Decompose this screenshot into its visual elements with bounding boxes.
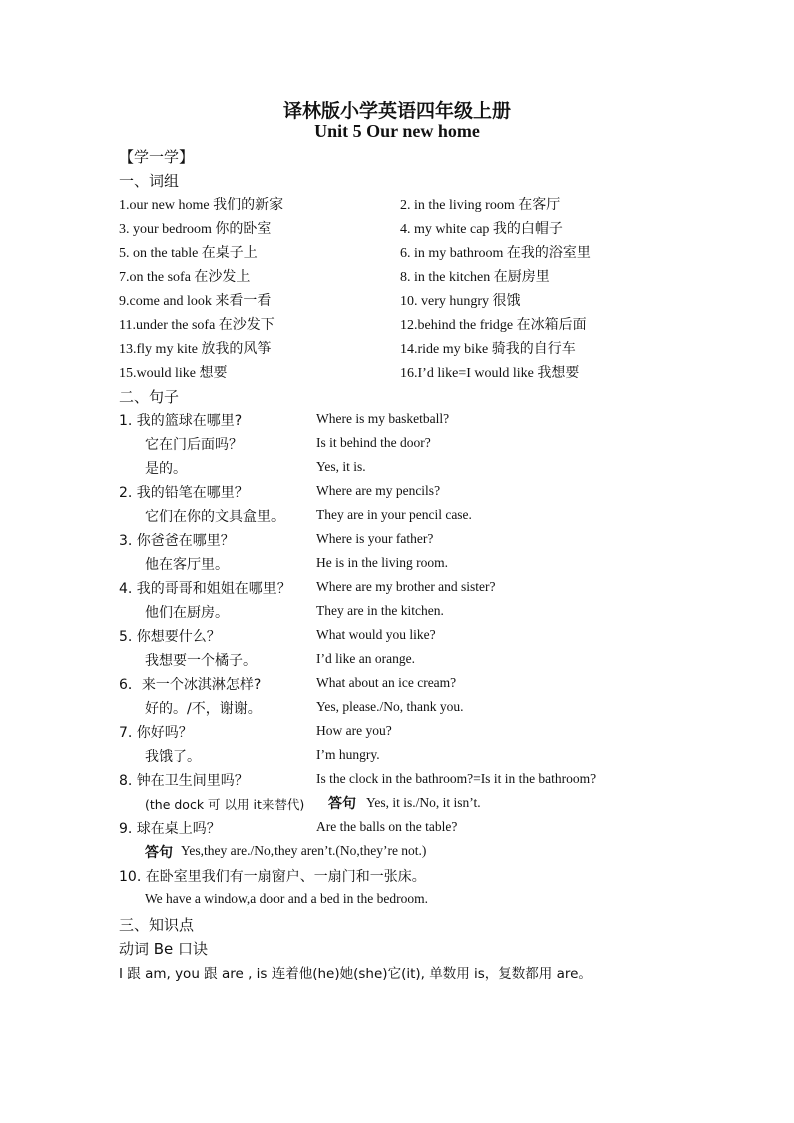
sentence-cn: 它在门后面吗？: [145, 437, 243, 453]
sentence-cn: 5. 你想要什么？: [119, 629, 221, 645]
section-sentences-heading: 二、句子: [119, 388, 180, 406]
phrase-item: 6. in my bathroom 在我的浴室里: [400, 246, 591, 261]
sentence-en: I’m hungry.: [316, 747, 380, 762]
sentence-en: I’d like an orange.: [316, 651, 415, 666]
s8-note: (the dock 可 以用 it来替代): [145, 797, 305, 812]
phrase-item: 8. in the kitchen 在厨房里: [400, 270, 550, 285]
phrase-item: 4. my white cap 我的白帽子: [400, 222, 563, 237]
phrase-item: 10. very hungry 很饿: [400, 294, 521, 309]
sentence-cn: 我饿了。: [145, 749, 201, 765]
sentence-en: Is the clock in the bathroom?=Is it in the bathroom?: [316, 771, 597, 786]
sentence-en: He is in the living room.: [316, 555, 448, 570]
s9-answer-label: 答句: [145, 845, 173, 861]
sentence-cn: 1. 我的篮球在哪里?: [119, 413, 243, 429]
sentence-cn: 4. 我的哥哥和姐姐在哪里？: [119, 581, 291, 597]
sentence-en: Where are my brother and sister?: [316, 579, 496, 594]
sentence-cn: 8. 钟在卫生间里吗？: [119, 773, 249, 789]
sentence-cn: 他们在厨房。: [145, 605, 229, 621]
section-knowledge-heading: 三、知识点: [119, 916, 195, 934]
phrase-item: 16.I’d like=I would like 我想要: [400, 366, 580, 381]
sentence-en: They are in the kitchen.: [316, 603, 444, 618]
sentence-en: Is it behind the door?: [316, 435, 431, 450]
sentence-cn: 7. 你好吗？: [119, 725, 193, 741]
phrase-item: 7.on the sofa 在沙发上: [119, 270, 251, 285]
sentence-cn: 好的。/不，谢谢。: [145, 701, 262, 717]
s8-answer: Yes, it is./No, it isn’t.: [366, 795, 481, 810]
sentence-en: Yes, please./No, thank you.: [316, 699, 464, 714]
s9-en: Are the balls on the table?: [316, 819, 458, 834]
sentence-cn: 6．来一个冰淇淋怎样?: [119, 677, 262, 693]
phrase-item: 2. in the living room 在客厅: [400, 198, 561, 213]
page-title: 译林版小学英语四年级上册: [282, 101, 511, 122]
s8-answer-label: 答句: [328, 796, 356, 812]
phrase-item: 11.under the sofa 在沙发下: [119, 318, 275, 333]
unit-title: Unit 5 Our new home: [314, 121, 480, 141]
sentence-cn: 3. 你爸爸在哪里？: [119, 533, 235, 549]
sentence-cn: 它们在你的文具盒里。: [145, 509, 285, 525]
phrase-item: 3. your bedroom 你的卧室: [119, 222, 272, 237]
rule-text: I 跟 am, you 跟 are , is 连着他(he)她(she)它(it), 单数用 is，复数都用 are。: [119, 966, 592, 982]
s9-answer: Yes,they are./No,they aren’t.(No,they’re not.): [181, 843, 427, 858]
sentence-en: What about an ice cream?: [316, 675, 457, 690]
sentence-en: They are in your pencil case.: [316, 507, 472, 522]
sentence-cn: 他在客厅里。: [145, 557, 229, 573]
phrase-item: 15.would like 想要: [119, 366, 228, 381]
s9-cn: 9. 球在桌上吗？: [119, 821, 221, 837]
rule-title: 动词 Be 口诀: [119, 940, 209, 958]
phrase-item: 9.come and look 来看一看: [119, 294, 272, 309]
sentence-en: Where is my basketball?: [316, 411, 450, 426]
sentence-cn: 是的。: [145, 461, 187, 477]
sentence-en: How are you?: [316, 723, 392, 738]
phrase-item: 12.behind the fridge 在冰箱后面: [400, 318, 587, 333]
section-learn: 【学一学】: [119, 148, 195, 166]
sentence-en: What would you like?: [316, 627, 436, 642]
phrase-item: 5. on the table 在桌子上: [119, 246, 258, 261]
section-phrases-heading: 一、词组: [119, 172, 180, 190]
sentence-cn: 我想要一个橘子。: [145, 653, 257, 669]
sentence-en: Where are my pencils?: [316, 483, 441, 498]
s10-en: We have a window,a door and a bed in the bedroom.: [145, 891, 428, 906]
phrase-item: 1.our new home 我们的新家: [119, 198, 284, 213]
sentence-en: Where is your father?: [316, 531, 434, 546]
s10-cn: 10. 在卧室里我们有一扇窗户、一扇门和一张床。: [119, 869, 426, 885]
sentence-en: Yes, it is.: [316, 459, 366, 474]
phrase-item: 14.ride my bike 骑我的自行车: [400, 342, 576, 357]
sentence-cn: 2. 我的铅笔在哪里？: [119, 485, 249, 501]
phrase-item: 13.fly my kite 放我的风筝: [119, 342, 272, 357]
